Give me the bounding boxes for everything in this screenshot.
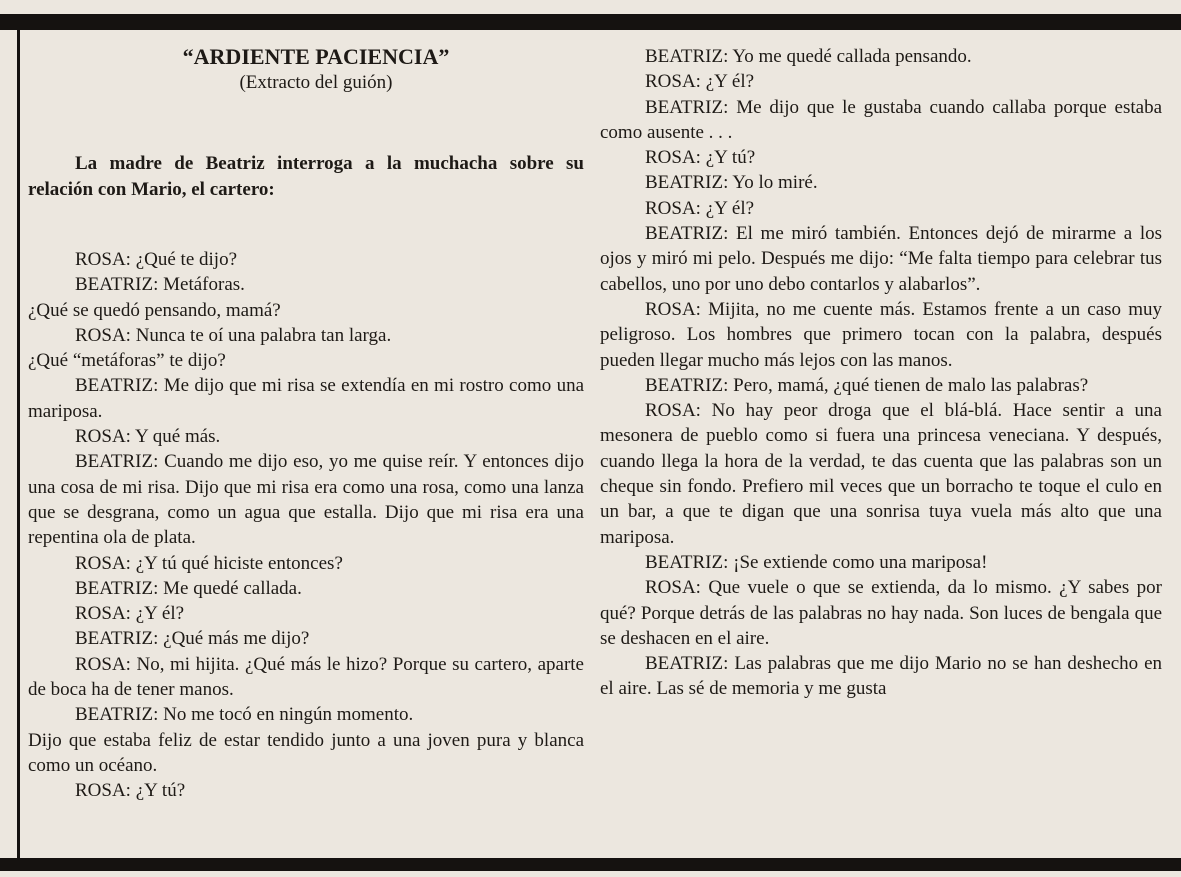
dialogue-line: BEATRIZ: Yo me quedé callada pensando. (645, 46, 972, 67)
dialogue-line: Dijo que estaba feliz de estar tendido junto a una joven pura y blanca como un océano. (28, 729, 584, 776)
dialogue-line: ROSA: No, mi hijita. ¿Qué más le hizo? Porque su cartero, aparte de boca ha de tener manos. (28, 653, 584, 701)
dialogue-left (28, 247, 584, 804)
dialogue-line: ROSA: ¿Y él? (75, 603, 185, 625)
dialogue-line: ROSA: ¿Y tú? (645, 147, 756, 169)
dialogue-line: ROSA: ¿Y tú qué hiciste entonces? (75, 552, 343, 574)
left-column (28, 44, 584, 804)
dialogue-line: BEATRIZ: Me dijo que le gustaba cuando callaba porque estaba como ausente . . . (600, 96, 1162, 143)
left-frame-line (17, 30, 20, 860)
dialogue-line: BEATRIZ: Metáforas. (75, 274, 245, 296)
bottom-black-rule (0, 858, 1181, 871)
top-black-rule (0, 14, 1181, 30)
dialogue-line: ¿Qué “metáforas” te dijo? (28, 350, 226, 372)
dialogue-line: BEATRIZ: Yo lo miré. (645, 172, 818, 194)
intro-paragraph: La madre de Beatriz interroga a la muchacha sobre su relación con Mario, el cartero: (28, 153, 584, 200)
dialogue-line: ROSA: Mijita, no me cuente más. Estamos frente a un caso muy peligroso. Los hombres que primero tocan con la palabra, después pueden llegar mucho más lejos con las manos. (600, 298, 1162, 371)
dialogue-line: ¿Qué se quedó pensando, mamá? (28, 299, 281, 321)
dialogue-line: ROSA: Que vuele o que se extienda, da lo mismo. ¿Y sabes por qué? Porque detrás de las palabras no hay nada. Son luces de bengala que se deshacen en el aire. (600, 577, 1162, 649)
dialogue-line: BEATRIZ: Pero, mamá, ¿qué tienen de malo las palabras? (645, 374, 1089, 396)
right-column (600, 44, 1162, 702)
dialogue-line: BEATRIZ: Cuando me dijo eso, yo me quise reír. Y entonces dijo una cosa de mi risa. Dijo que mi risa era como una rosa, como una lanza que se desgrana, como un agua que estalla. Dijo que mi risa era una repentina ola de plata. (28, 451, 584, 549)
dialogue-line: ROSA: ¿Y él? (645, 71, 755, 93)
dialogue-line: ROSA: ¿Y tú? (75, 780, 186, 802)
dialogue-line: BEATRIZ: ¿Qué más me dijo? (75, 628, 310, 650)
dialogue-line: BEATRIZ: El me miró también. Entonces dejó de mirarme a los ojos y miró mi pelo. Después me dijo: “Me falta tiempo para celebrar tus cabellos, uno por uno debo contarlos y alabarlos”. (600, 223, 1162, 295)
dialogue-line: BEATRIZ: ¡Se extiende como una mariposa! (645, 551, 988, 573)
article-subtitle: (Extracto del guión) (239, 72, 393, 93)
article-title: “ARDIENTE PACIENCIA” (182, 44, 450, 69)
dialogue-line: ROSA: Y qué más. (75, 426, 221, 448)
dialogue-line: BEATRIZ: Me dijo que mi risa se extendía en mi rostro como una mariposa. (28, 375, 584, 422)
dialogue-line: ROSA: ¿Y él? (645, 197, 755, 219)
dialogue-line: BEATRIZ: Las palabras que me dijo Mario no se han deshecho en el aire. Las sé de memoria y me gusta (600, 653, 1162, 700)
dialogue-line: ROSA: No hay peor droga que el blá-blá. Hace sentir a una mesonera de pueblo como si fuera una princesa veneciana. Y después, cuando llega la hora de la verdad, te das cuenta que las palabras son un cheque sin fondo. Prefiero mil veces que un borracho te toque el culo en un bar, a que te digan que una sonrisa tuya vuela más alto que una mariposa. (600, 400, 1162, 548)
dialogue-line: BEATRIZ: No me tocó en ningún momento. (75, 704, 414, 726)
dialogue-line: ROSA: ¿Qué te dijo? (75, 249, 238, 270)
dialogue-line: BEATRIZ: Me quedé callada. (75, 577, 302, 599)
dialogue-line: ROSA: Nunca te oí una palabra tan larga. (75, 324, 392, 346)
